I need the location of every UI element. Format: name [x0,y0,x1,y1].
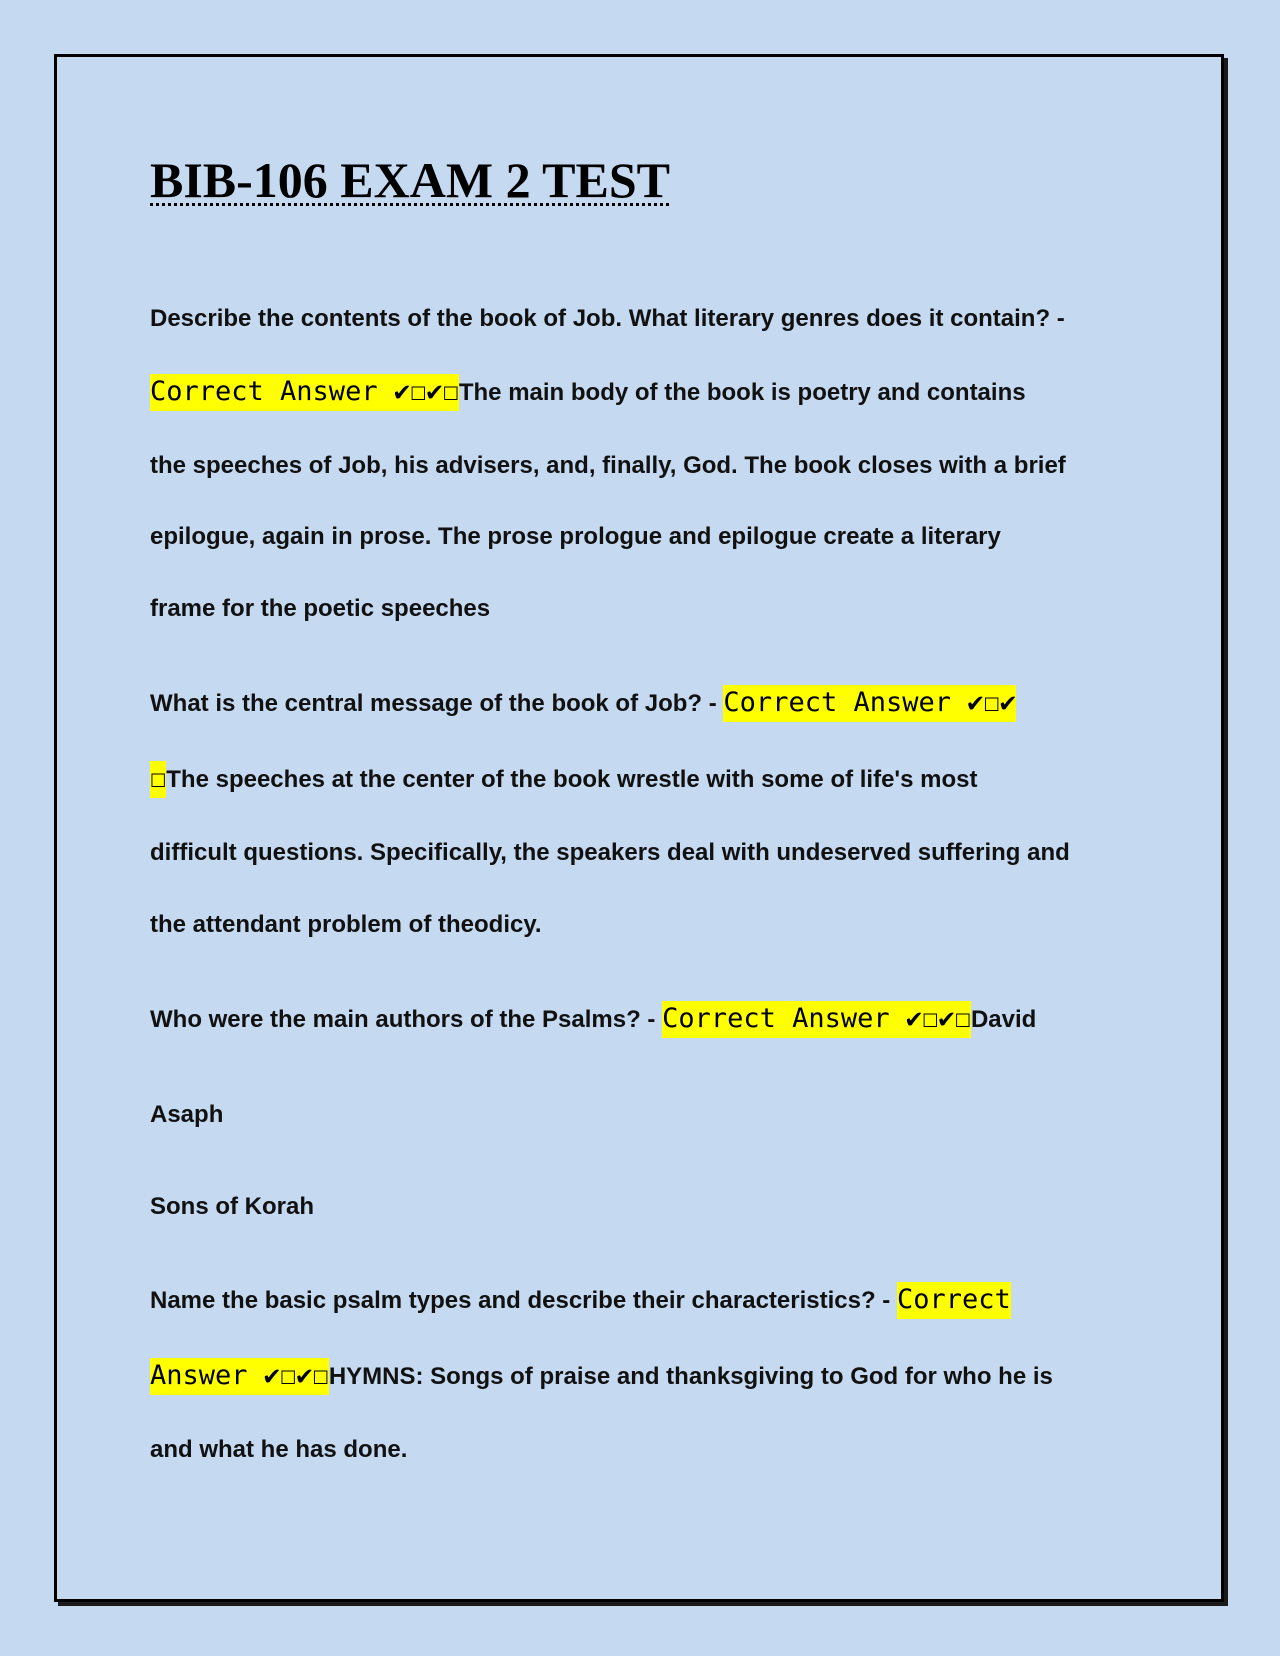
answer-1-line-4: frame for the poetic speeches [150,595,491,622]
answer-2-line-1 [150,759,978,800]
answer-1-text-1: The main body of the book is poetry and contains [458,379,1026,406]
answer-2-text-1: The speeches at the center of the book wrestle with some of life's most [166,766,978,793]
question-4-text: Name the basic psalm types and describe their characteristics? - [150,1287,891,1314]
question-3 [150,999,1036,1040]
answer-4-line-2: and what he has done. [150,1436,408,1463]
answer-2-line-2: difficult questions. Specifically, the speakers deal with undeserved suffering and [150,839,1070,866]
answer-3-text-1: David [970,1006,1037,1033]
correct-answer-label: Correct Answer ✔☐✔ [723,685,1016,722]
correct-answer-label: Correct Answer ✔☐✔☐ [662,1001,971,1038]
answer-1-line-2: the speeches of Job, his advisers, and, finally, God. The book closes with a brief [150,452,1066,479]
document-title: BIB-106 EXAM 2 TEST [150,152,671,208]
answer-2-line-3: the attendant problem of theodicy. [150,911,542,938]
answer-4-line-1 [150,1356,1053,1397]
answer-3-line-3: Sons of Korah [150,1193,315,1220]
correct-answer-label: Correct [897,1282,1011,1319]
answer-3-line-2: Asaph [150,1101,224,1128]
correct-answer-label: Answer ✔☐✔☐ [150,1358,329,1395]
question-4 [150,1280,1011,1321]
correct-answer-label: Correct Answer ✔☐✔☐ [150,374,459,411]
answer-1-line-3: epilogue, again in prose. The prose prologue and epilogue create a literary [150,523,1001,550]
correct-answer-checkbox: ☐ [150,761,166,798]
question-2 [150,683,1016,724]
answer-4-text-1: HYMNS: Songs of praise and thanksgiving to God for who he is [328,1363,1053,1390]
question-1 [150,299,1065,339]
question-1-text: Describe the contents of the book of Job. What literary genres does it contain? - [150,305,1065,332]
question-2-text: What is the central message of the book of Job? - [150,690,717,717]
question-3-text: Who were the main authors of the Psalms? - [150,1006,656,1033]
answer-1-line-1 [150,372,1026,413]
